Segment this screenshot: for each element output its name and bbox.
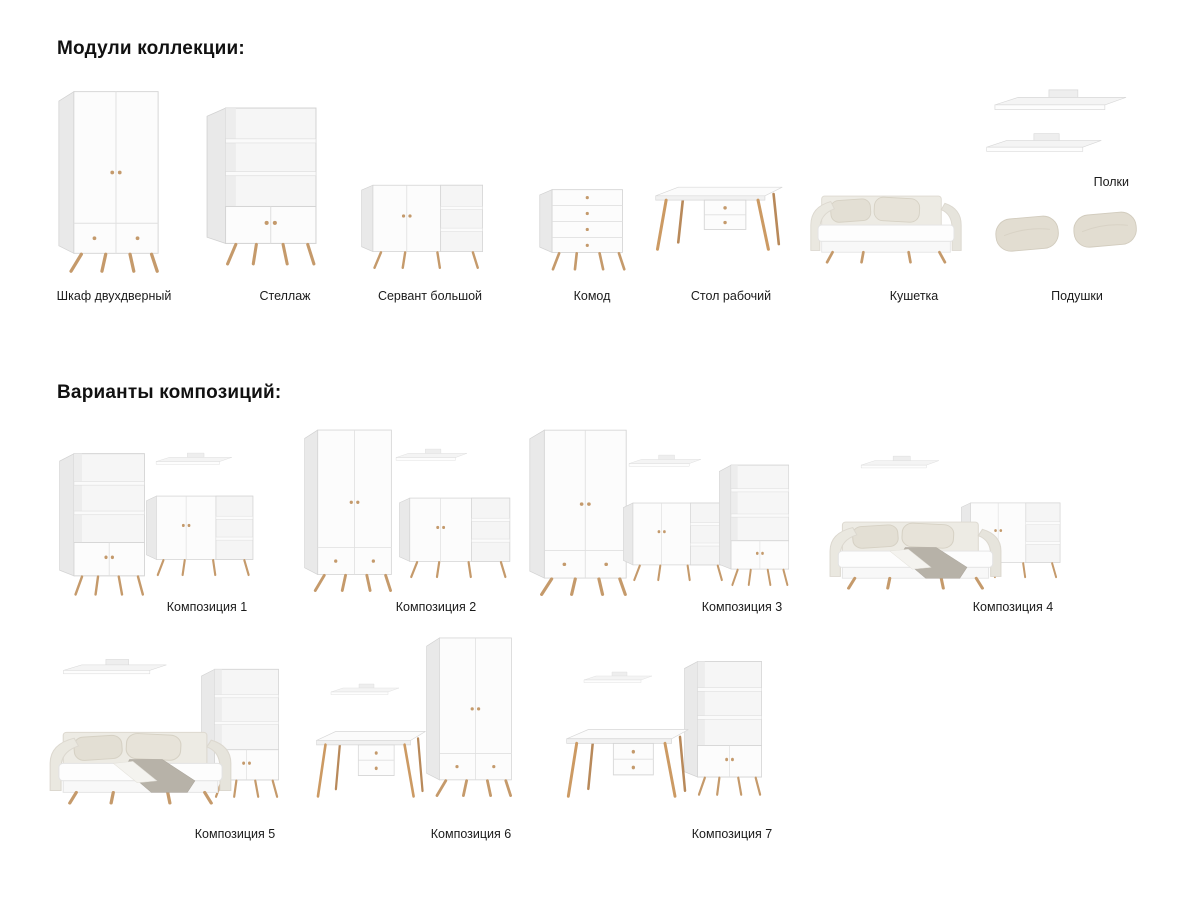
shelving-illustration	[205, 104, 318, 268]
desk-illustration	[654, 182, 784, 251]
module-label-sideboard: Сервант большой	[377, 289, 483, 303]
module-card-chest	[517, 187, 667, 305]
module-card-daybed	[839, 178, 989, 305]
wall-shelf-illustration	[395, 448, 468, 465]
composition-6	[310, 628, 525, 843]
wardrobe-illustration	[303, 425, 393, 593]
wall-shelf-illustration	[628, 454, 702, 471]
module-card-pillows	[1002, 198, 1152, 305]
module-label-chest: Комод	[573, 289, 611, 303]
composition-label-4: Композиция 4	[972, 600, 1054, 614]
module-label-shelving: Стеллаж	[259, 289, 311, 303]
wall-shelf-illustration	[62, 658, 168, 680]
module-label-wall-shelves: Полки	[1093, 175, 1129, 189]
module-card-shelving	[210, 104, 360, 305]
modules-heading: Модули коллекции:	[57, 38, 245, 59]
daybed-illustration	[48, 713, 233, 805]
chest-illustration	[538, 187, 626, 271]
module-label-wardrobe: Шкаф двухдверный	[56, 289, 172, 303]
wardrobe-illustration	[57, 86, 160, 274]
wall-shelf-illustration	[330, 683, 400, 699]
module-label-desk: Стол рабочий	[690, 289, 772, 303]
sideboard-illustration	[622, 500, 728, 583]
module-label-daybed: Кушетка	[889, 289, 939, 303]
composition-label-1: Композиция 1	[166, 600, 248, 614]
module-card-wardrobe	[34, 86, 194, 305]
pillow-illustration	[990, 206, 1064, 259]
module-card-sideboard	[355, 182, 505, 305]
composition-4	[820, 440, 1150, 618]
wall-shelf-illustration	[985, 132, 1103, 159]
daybed-illustration	[828, 504, 1003, 590]
shelving-illustration	[718, 462, 790, 588]
shelving-illustration	[683, 658, 763, 798]
pillow-illustration	[1068, 202, 1142, 255]
wardrobe-illustration	[528, 425, 628, 597]
sideboard-illustration	[360, 182, 485, 271]
composition-3	[520, 418, 810, 618]
desk-illustration	[565, 724, 690, 798]
module-label-pillows: Подушки	[1051, 289, 1103, 303]
composition-label-3: Композиция 3	[701, 600, 783, 614]
wardrobe-illustration	[425, 633, 513, 798]
module-card-desk	[656, 182, 806, 305]
composition-5	[45, 650, 345, 845]
module-card-wall-shelves	[985, 86, 1137, 189]
composition-label-5: Композиция 5	[194, 827, 276, 841]
wall-shelf-illustration	[993, 88, 1128, 118]
wall-shelf-illustration	[155, 452, 233, 469]
sideboard-illustration	[145, 493, 255, 578]
composition-7	[560, 628, 775, 843]
compositions-heading: Варианты композиций:	[57, 382, 282, 403]
desk-illustration	[315, 726, 427, 798]
sideboard-illustration	[398, 495, 512, 580]
daybed-illustration	[809, 178, 963, 264]
composition-label-2: Композиция 2	[395, 600, 477, 614]
shelving-illustration	[58, 450, 146, 598]
wall-shelf-illustration	[860, 455, 940, 473]
composition-label-6: Композиция 6	[430, 827, 512, 841]
wall-shelf-illustration	[583, 671, 653, 687]
composition-label-7: Композиция 7	[691, 827, 773, 841]
